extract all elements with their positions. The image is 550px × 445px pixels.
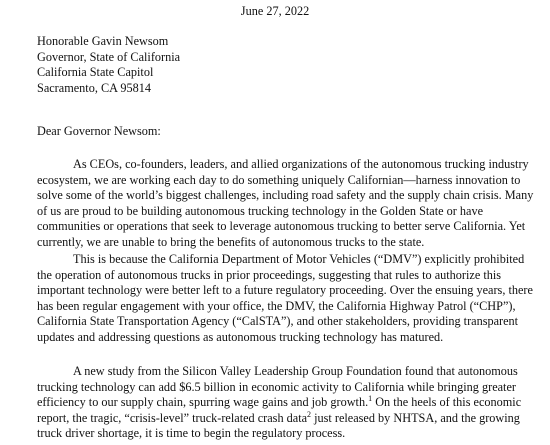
paragraph-line: As CEOs, co-founders, leaders, and allied organizations of the autonomous trucking industry: [73, 157, 529, 171]
paragraph-line: [37, 395, 533, 411]
paragraph-line: [37, 411, 533, 427]
paragraph-line: has been regular engagement with your office, the DMV, the California Highway Patrol (“CHP”),: [37, 298, 516, 313]
paragraph-line: A new study from the Silicon Valley Leadership Group Foundation found that autonomous: [73, 364, 518, 378]
letter-date: June 27, 2022: [240, 4, 310, 18]
address-line: Sacramento, CA 95814: [37, 80, 151, 95]
paragraph-line: This is because the California Department of Motor Vehicles (“DMV”) explicitly prohibited: [73, 252, 525, 266]
paragraph-line: California State Transportation Agency (“CalSTA”), and other stakeholders, providing transparent: [37, 314, 519, 328]
paragraph-text: On the heels of this economic: [372, 395, 522, 409]
address-line: Honorable Gavin Newsom: [37, 34, 169, 48]
paragraph-text: efficiency to our supply chain, spurring wage gains and job growth.: [37, 395, 369, 409]
paragraph-2: [37, 252, 533, 345]
salutation: Dear Governor Newsom:: [37, 124, 161, 138]
recipient-address: [37, 34, 180, 96]
paragraph-text: report, the tragic, “crisis-level” truck-related crash data: [37, 410, 308, 425]
address-line: California State Capitol: [37, 65, 154, 79]
footnote-marker[interactable]: 1: [368, 394, 373, 403]
paragraph-line: important technology were better left to a future regulatory proceeding. Over the ensuing years, there: [37, 283, 533, 297]
paragraph-line: solve some of the world’s biggest challenges, including road safety and the supply chain crisis. Many: [37, 188, 534, 202]
paragraph-line: truck driver shortage, it is time to begin the regulatory process.: [37, 426, 346, 440]
paragraph-1: [37, 157, 533, 250]
paragraph-line: trucking technology can add $6.5 billion in economic activity to California while bringing greater: [37, 379, 516, 394]
paragraph-line: the operation of autonomous trucks in prior proceedings, suggesting that rules to authorize this: [37, 267, 502, 282]
paragraph-line: currently, we are unable to bring the benefits of autonomous trucks to the state.: [37, 234, 425, 249]
footnote-marker[interactable]: 2: [307, 409, 312, 419]
paragraph-3: [37, 364, 533, 442]
paragraph-line: ecosystem, we are working each day to do something uniquely Californian—harness innovation to: [37, 172, 521, 187]
address-line: Governor, State of California: [37, 49, 181, 64]
paragraph-line: of us are proud to be building autonomous trucking technology in the Golden State or have: [37, 203, 484, 218]
paragraph-line: updates and addressing questions as autonomous trucking technology has matured.: [37, 329, 444, 344]
paragraph-line: communities or operations that seek to leverage autonomous trucking to better serve California. Yet: [37, 219, 526, 233]
paragraph-text: just released by NHTSA, and the growing: [311, 410, 520, 425]
